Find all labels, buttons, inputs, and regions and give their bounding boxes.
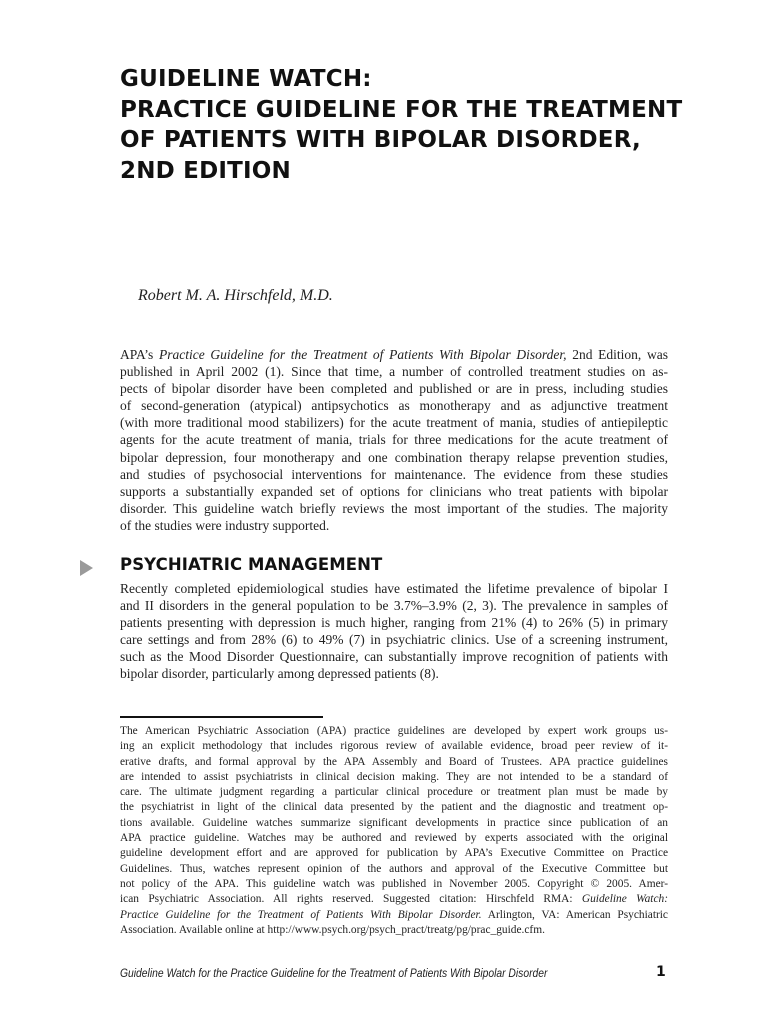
footnote-line: APA practice guideline. Watches may be authored and reviewed by experts associated with the original (120, 832, 668, 845)
footnote-line (120, 892, 668, 907)
paragraph-line: agents for the acute treatment of mania, trials for three medications for the acute treatment of (120, 432, 668, 448)
paragraph-line: disorder. This guideline watch briefly reviews the most important of the studies. The majority (120, 500, 668, 516)
paragraph-line: such as the Mood Disorder Questionnaire, can substantially improve recognition of patients with (120, 649, 668, 665)
paragraph-line: supports a substantially expanded set of options for clinicians who treat patients with bipolar (120, 483, 668, 499)
paragraph-line: of second-generation (atypical) antipsychotics as monotherapy and as adjunctive treatment (120, 398, 668, 414)
page-number: 1 (656, 964, 666, 980)
footnote-line: not policy of the APA. This guideline watch was published in November 2005. Copyright © 2005. Amer- (120, 877, 668, 890)
text-run: ican Psychiatric Association. All rights reserved. Suggested citation: Hirschfeld RMA: (120, 893, 582, 906)
cited-title: Practice Guideline for the Treatment of Patients With Bipolar Disorder, (158, 347, 567, 362)
footnote-line: care. The ultimate judgment regarding a particular clinical procedure or treatment plan must be made by (120, 786, 668, 799)
title-line: GUIDELINE WATCH: (120, 66, 372, 92)
footnote (120, 724, 668, 938)
intro-paragraph (120, 346, 668, 534)
footnote-divider (120, 716, 323, 718)
paragraph-line: bipolar disorder, particularly among depressed patients (8). (120, 666, 439, 682)
document-title (120, 64, 683, 186)
paragraph-line (120, 346, 668, 363)
paragraph-line: and II disorders in the general population to be 3.7%–3.9% (2, 3). The prevalence in samples of (120, 598, 668, 614)
text-run: Arlington, VA: American Psychiatric (481, 908, 668, 921)
footnote-line: tions available. Guideline watches summarize significant developments in practice since publication of an (120, 816, 668, 829)
paragraph-line: care settings and from 28% (6) to 49% (7) in psychiatric clinics. Use of a screening instrument, (120, 632, 668, 648)
paragraph-line: published in April 2002 (1). Since that time, a number of controlled treatment studies on as- (120, 364, 668, 380)
footnote-line: are intended to assist psychiatrists in clinical decision making. They are not intended to be a standard of (120, 770, 668, 783)
footnote-line: Guidelines. Thus, watches represent opinion of the authors and approval of the Executive Committee but (120, 862, 668, 875)
footnote-line: erative drafts, and formal approval by the APA Assembly and Board of Trustees. APA practice guidelines (120, 755, 668, 768)
cited-title: Guideline Watch: (581, 893, 668, 906)
cited-title: Practice Guideline for the Treatment of Patients With Bipolar Disorder. (120, 908, 482, 921)
footnote-line: guideline development effort and are approved for publication by APA’s Executive Committee on Practice (120, 847, 668, 860)
running-footer-title: Guideline Watch for the Practice Guideline for the Treatment of Patients With Bipolar Disorder (120, 966, 548, 980)
author-name: Robert M. A. Hirschfeld, M.D. (138, 287, 333, 304)
section-paragraph (120, 580, 668, 683)
footnote-line: Association. Available online at http://www.psych.org/psych_pract/treatg/pg/prac_guide.cfm. (120, 923, 545, 936)
title-line: 2ND EDITION (120, 157, 291, 184)
paragraph-line: of the studies were industry supported. (120, 517, 330, 533)
paragraph-line: patients presenting with depression is much higher, ranging from 21% (4) to 26% (5) in primary (120, 615, 668, 631)
paragraph-line: (with more traditional mood stabilizers) for the acute treatment of mania, studies of antiepileptic (120, 415, 668, 431)
footnote-line: the psychiatrist in light of the clinical data presented by the patient and the diagnostic and treatment op- (120, 801, 668, 814)
footnote-line (120, 908, 668, 923)
text-run: APA’s (120, 347, 159, 362)
paragraph-line: and studies of psychosocial interventions for maintenance. The evidence from these studies (120, 466, 668, 482)
title-line: PRACTICE GUIDELINE FOR THE TREATMENT (120, 96, 683, 123)
paragraph-line: pects of bipolar disorder have been completed and published or are in press, including studies (120, 381, 668, 397)
footnote-line: The American Psychiatric Association (APA) practice guidelines are developed by expert work groups us- (120, 725, 668, 737)
paragraph-line: bipolar depression, four monotherapy and one combination therapy relapse prevention studies, (120, 449, 668, 465)
title-line: OF PATIENTS WITH BIPOLAR DISORDER, (120, 127, 641, 153)
paragraph-line: Recently completed epidemiological studies have estimated the lifetime prevalence of bipolar I (120, 581, 668, 596)
text-run: 2nd Edition, was (566, 347, 668, 362)
footnote-line: ing an explicit methodology that includes rigorous review of available evidence, broad peer review of it- (120, 740, 668, 753)
section-heading: PSYCHIATRIC MANAGEMENT (120, 555, 383, 574)
section-arrow-icon (80, 560, 93, 576)
